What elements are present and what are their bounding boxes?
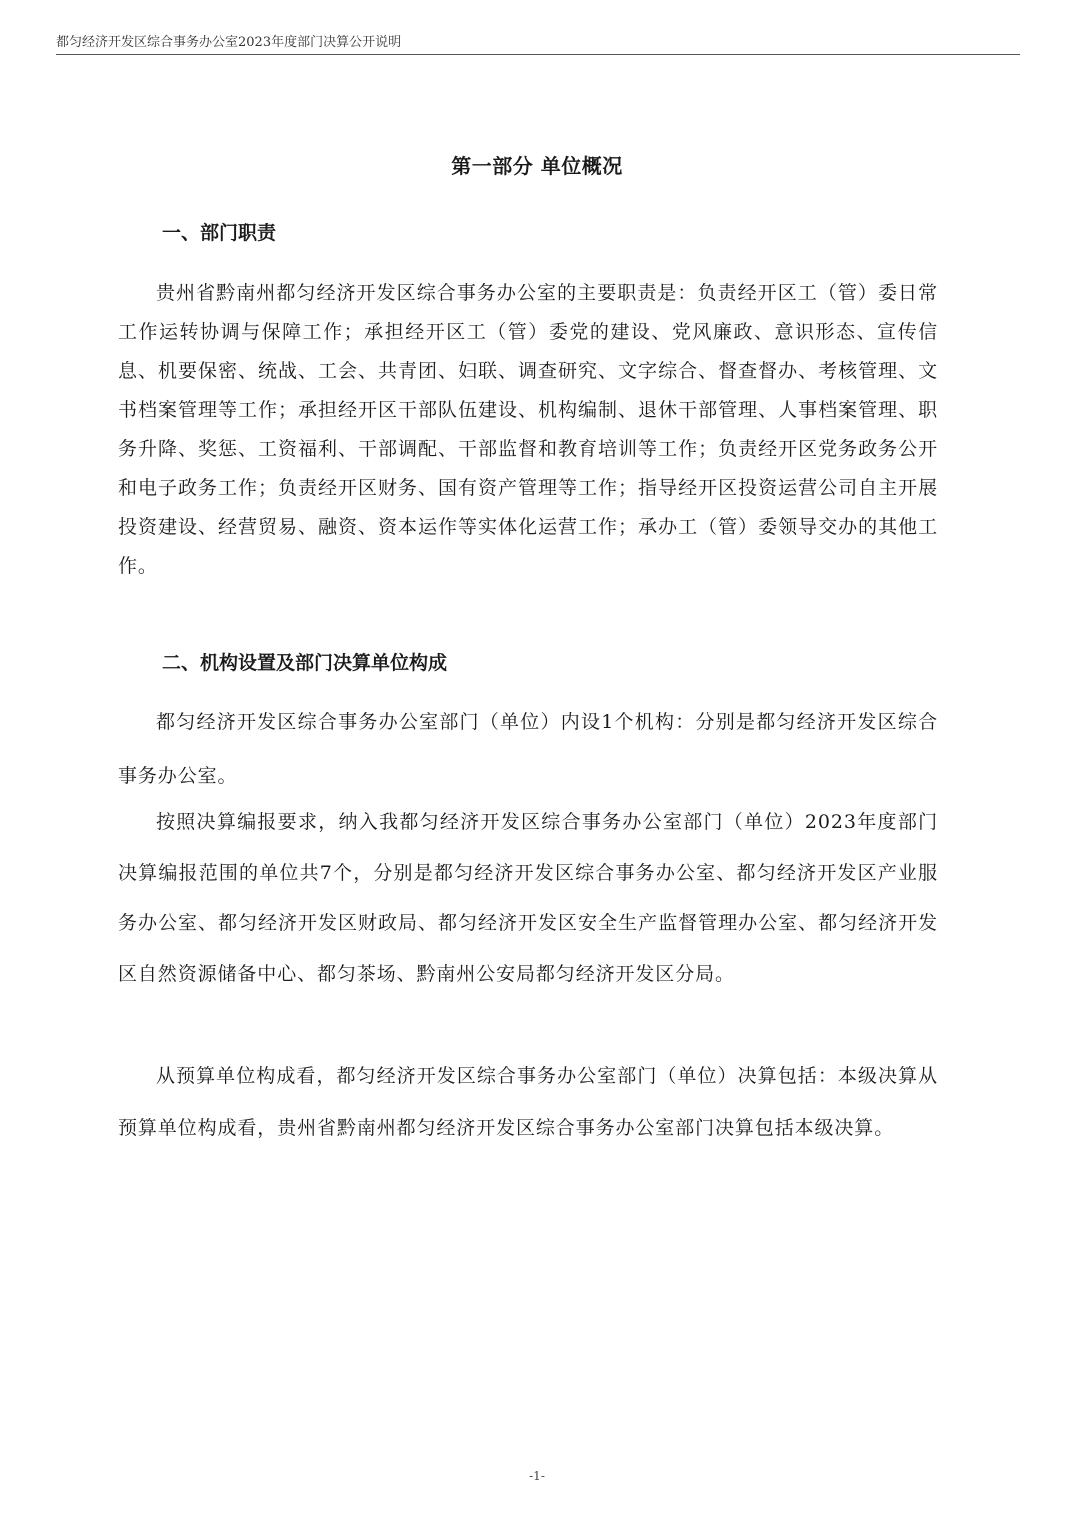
page-number: -1-	[529, 1469, 545, 1483]
running-header-title: 都匀经济开发区综合事务办公室2023年度部门决算公开说明	[56, 35, 402, 50]
header-divider	[56, 54, 1020, 55]
part-title: 第一部分 单位概况	[451, 154, 623, 178]
paragraph-internal-institutions: 都匀经济开发区综合事务办公室部门（单位）内设1个机构：分别是都匀经济开发区综合事务办公室。	[118, 711, 938, 787]
section-heading-structure: 二、机构设置及部门决算单位构成	[162, 652, 448, 674]
paragraph-duties: 贵州省黔南州都匀经济开发区综合事务办公室的主要职责是：负责经开区工（管）委日常工作运转协调与保障工作；承担经开区工（管）委党的建设、党风廉政、意识形态、宣传信息、机要保密、统战、工会、共青团、妇联、调查研究、文字综合、督查督办、考核管理、文书档案管理等工作；承担经开区干部队伍建设、机构编制、退休干部管理、人事档案管理、职务升降、奖惩、工资福利、干部调配、干部监督和教育培训等工作；负责经开区党务政务公开和电子政务工作；负责经开区财务、国有资产管理等工作；指导经开区投资运营公司自主开展投资建设、经营贸易、融资、资本运作等实体化运营工作；承办工（管）委领导交办的其他工作。	[118, 282, 938, 577]
paragraph-reporting-units: 按照决算编报要求，纳入我都匀经济开发区综合事务办公室部门（单位）2023年度部门决算编报范围的单位共7个，分别是都匀经济开发区综合事务办公室、都匀经济开发区产业服务办公室、都匀经济开发区财政局、都匀经济开发区安全生产监督管理办公室、都匀经济开发区自然资源储备中心、都匀茶场、黔南州公安局都匀经济开发区分局。	[118, 811, 938, 985]
section-heading-duties: 一、部门职责	[162, 222, 277, 244]
paragraph-budget-composition: 从预算单位构成看，都匀经济开发区综合事务办公室部门（单位）决算包括：本级决算从预算单位构成看，贵州省黔南州都匀经济开发区综合事务办公室部门决算包括本级决算。	[118, 1065, 938, 1139]
